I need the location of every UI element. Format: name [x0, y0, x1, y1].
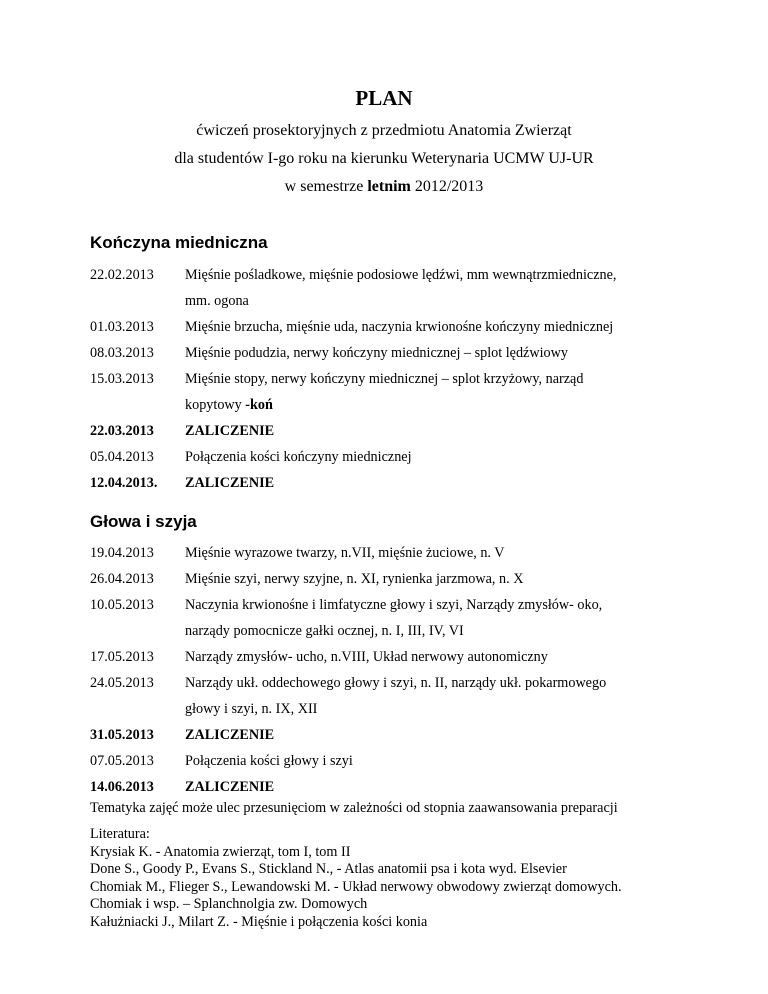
continuation-text: kopytowy	[185, 397, 246, 413]
subtitle-line-1: ćwiczeń prosektoryjnych z przedmiotu Anatomia Zwierząt	[196, 122, 572, 139]
section-title-pelvic-limb: Kończyna miedniczna	[90, 233, 268, 252]
row-topic: Mięśnie podudzia, nerwy kończyny miednicznej – splot lędźwiowy	[185, 345, 568, 361]
row-topic-continued: głowy i szyi, n. IX, XII	[185, 701, 318, 717]
row-topic: Narządy ukł. oddechowego głowy i szyi, n. II, narządy ukł. pokarmowego	[185, 675, 607, 691]
row-topic-continued: mm. ogona	[185, 293, 249, 309]
row-topic: Połączenia kości głowy i szyi	[185, 753, 353, 769]
row-topic: Mięśnie brzucha, mięśnie uda, naczynia krwionośne kończyny miednicznej	[185, 319, 614, 335]
row-date: 08.03.2013	[90, 345, 154, 361]
row-topic: Narządy zmysłów- ucho, n.VIII, Układ nerwowy autonomiczny	[185, 649, 548, 665]
row-topic: Naczynia krwionośne i limfatyczne głowy i szyi, Narządy zmysłów- oko,	[185, 597, 603, 613]
literature-item: Chomiak M., Flieger S., Lewandowski M. - Układ nerwowy obwodowy zwierząt domowych.	[90, 878, 622, 895]
section-title-head-neck: Głowa i szyja	[90, 512, 197, 531]
row-date: 26.04.2013	[90, 571, 154, 587]
row-date: 05.04.2013	[90, 449, 154, 465]
row-date: 19.04.2013	[90, 545, 154, 561]
row-topic: ZALICZENIE	[185, 475, 275, 491]
literature-item: Kałużniacki J., Milart Z. - Mięśnie i połączenia kości konia	[90, 913, 428, 930]
literature-item: Krysiak K. - Anatomia zwierząt, tom I, tom II	[90, 843, 351, 860]
row-date: 24.05.2013	[90, 675, 154, 691]
semester-name: letnim	[367, 178, 411, 195]
literature-list	[90, 826, 622, 931]
row-topic: Mięśnie pośladkowe, mięśnie podosiowe lędźwi, mm wewnątrzmiedniczne,	[185, 267, 617, 283]
row-date: 10.05.2013	[90, 597, 154, 613]
row-topic: Mięśnie stopy, nerwy kończyny miednicznej – splot krzyżowy, narząd	[185, 371, 584, 387]
continuation-bold: -koń	[245, 397, 273, 413]
row-topic: Połączenia kości kończyny miednicznej	[185, 449, 412, 465]
row-date: 01.03.2013	[90, 319, 154, 335]
row-topic: ZALICZENIE	[185, 779, 275, 795]
row-date: 12.04.2013.	[90, 475, 158, 491]
semester-year: 2012/2013	[410, 178, 484, 195]
row-date: 17.05.2013	[90, 649, 154, 665]
row-date: 14.06.2013	[90, 779, 154, 795]
row-topic: ZALICZENIE	[185, 727, 275, 743]
literature-heading: Literatura:	[90, 826, 150, 842]
row-date: 22.03.2013	[90, 423, 154, 439]
schedule-note: Tematyka zajęć może ulec przesunięciom w zależności od stopnia zaawansowania preparacji	[90, 800, 618, 816]
row-topic-continued: narządy pomocnicze gałki ocznej, n. I, III, IV, VI	[185, 623, 464, 639]
row-topic: Mięśnie wyrazowe twarzy, n.VII, mięśnie żuciowe, n. V	[185, 545, 505, 561]
row-date: 07.05.2013	[90, 753, 154, 769]
semester-prefix: w semestrze	[284, 178, 368, 195]
row-topic: Mięśnie szyi, nerwy szyjne, n. XI, rynienka jarzmowa, n. X	[185, 571, 524, 587]
row-topic: ZALICZENIE	[185, 423, 275, 439]
literature-item: Chomiak i wsp. – Splanchnolgia zw. Domowych	[90, 896, 368, 912]
row-date: 15.03.2013	[90, 371, 154, 387]
row-date: 22.02.2013	[90, 267, 154, 283]
subtitle-line-2: dla studentów I-go roku na kierunku Weterynaria UCMW UJ-UR	[174, 150, 594, 167]
document-title: PLAN	[355, 86, 413, 110]
row-topic-continued	[185, 392, 705, 418]
literature-item: Done S., Goody P., Evans S., Stickland N., - Atlas anatomii psa i kota wyd. Elsevier	[90, 861, 567, 877]
row-date: 31.05.2013	[90, 727, 154, 743]
subtitle-line-3	[0, 178, 768, 196]
